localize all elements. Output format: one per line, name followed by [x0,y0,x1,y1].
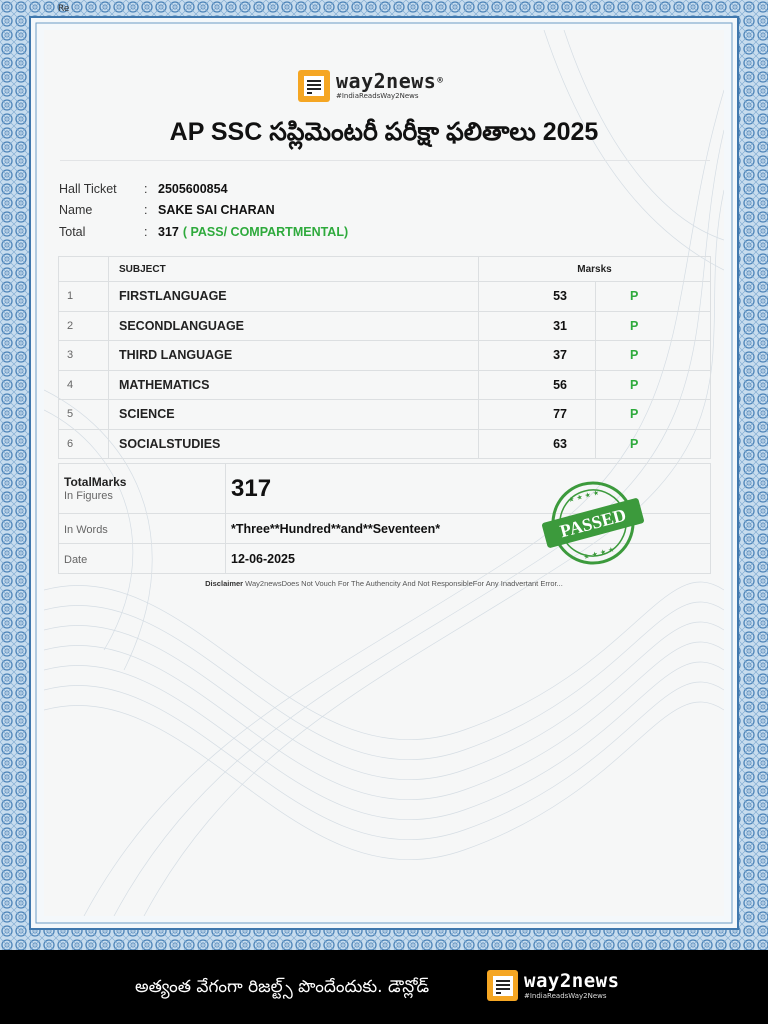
footer-brand-logo[interactable] [487,970,620,1001]
disclaimer [44,579,724,588]
download-banner-text[interactable]: అత్యంత వేగంగా రిజల్ట్స్ పొందేందుకు. డౌన్లోడ్ [135,977,430,997]
colon: : [144,224,148,239]
footer-brand-tagline: #IndiaReadsWay2News [524,991,607,1000]
subject-status: P [596,400,711,430]
marks-header: Marsks [479,257,711,282]
student-info [59,178,348,243]
footer-brand-name: way2news [524,969,620,992]
subject-name: SECONDLANGUAGE [109,311,479,341]
subject-name: SOCIALSTUDIES [109,429,479,459]
subject-status: P [596,429,711,459]
total-in-figures: 317 [226,464,711,514]
stamp-text: PASSED [557,504,629,542]
subject-marks: 63 [479,429,596,459]
row-number: 3 [59,341,109,371]
subject-status: P [596,282,711,312]
row-number: 2 [59,311,109,341]
brand-tagline: #IndiaReadsWay2News [336,92,419,100]
subject-name: THIRD LANGUAGE [109,341,479,371]
table-row [59,341,711,371]
sno-header [59,257,109,282]
svg-text:★ ★ ★ ★: ★ ★ ★ ★ [567,488,601,505]
hall-ticket-label: Hall Ticket [59,181,117,196]
total-value: 317 [158,224,179,239]
marks-table-header [59,257,711,282]
marks-table [58,256,711,459]
in-figures-label: In Figures [64,489,113,502]
date-label: Date [64,553,88,566]
result-status: ( PASS/ COMPARTMENTAL) [182,224,349,239]
row-number: 4 [59,370,109,400]
total-row [59,221,348,243]
table-row [59,370,711,400]
total-marks-label: TotalMarks [64,474,127,489]
subject-marks: 37 [479,341,596,371]
subject-marks: 56 [479,370,596,400]
svg-text:★ ★ ★ ★: ★ ★ ★ ★ [582,545,616,562]
total-label: Total [59,224,86,239]
way2news-logo-icon [298,70,330,102]
table-row [59,311,711,341]
subject-status: P [596,311,711,341]
subject-name: SCIENCE [109,400,479,430]
subject-header: SUBJECT [109,257,479,282]
hall-ticket-row [59,178,348,200]
brand-logo [298,70,443,102]
subject-marks: 31 [479,311,596,341]
way2news-logo-icon [487,970,518,1001]
disclaimer-text: Way2newsDoes Not Vouch For The Authencity And Not ResponsibleFor Any Inadvertant Error... [243,579,563,588]
disclaimer-label: Disclaimer [205,579,244,588]
subject-marks: 77 [479,400,596,430]
registered-mark: ® [437,76,444,86]
name-value: SAKE SAI CHARAN [158,203,275,218]
subject-status: P [596,370,711,400]
subject-name: FIRSTLANGUAGE [109,282,479,312]
corner-text: Re [58,4,70,14]
passed-stamp-icon [537,478,649,568]
row-number: 6 [59,429,109,459]
row-number: 1 [59,282,109,312]
in-words-label: In Words [64,523,108,536]
name-row [59,200,348,222]
total-in-words: *Three**Hundred**and**Seventeen* [226,514,711,544]
result-date: 12-06-2025 [226,544,711,574]
subject-marks: 53 [479,282,596,312]
brand-name: way2news [336,69,437,93]
table-row [59,400,711,430]
hall-ticket-value: 2505600854 [158,181,228,196]
subject-name: MATHEMATICS [109,370,479,400]
name-label: Name [59,203,93,218]
table-row [59,429,711,459]
row-number: 5 [59,400,109,430]
colon: : [144,203,148,218]
table-row [59,282,711,312]
subject-status: P [596,341,711,371]
page-title: AP SSC సప్లిమెంటరీ పరీక్షా ఫలితాలు 2025 [169,118,599,146]
colon: : [144,181,148,196]
certificate-body [44,30,724,916]
title-divider [60,160,710,161]
